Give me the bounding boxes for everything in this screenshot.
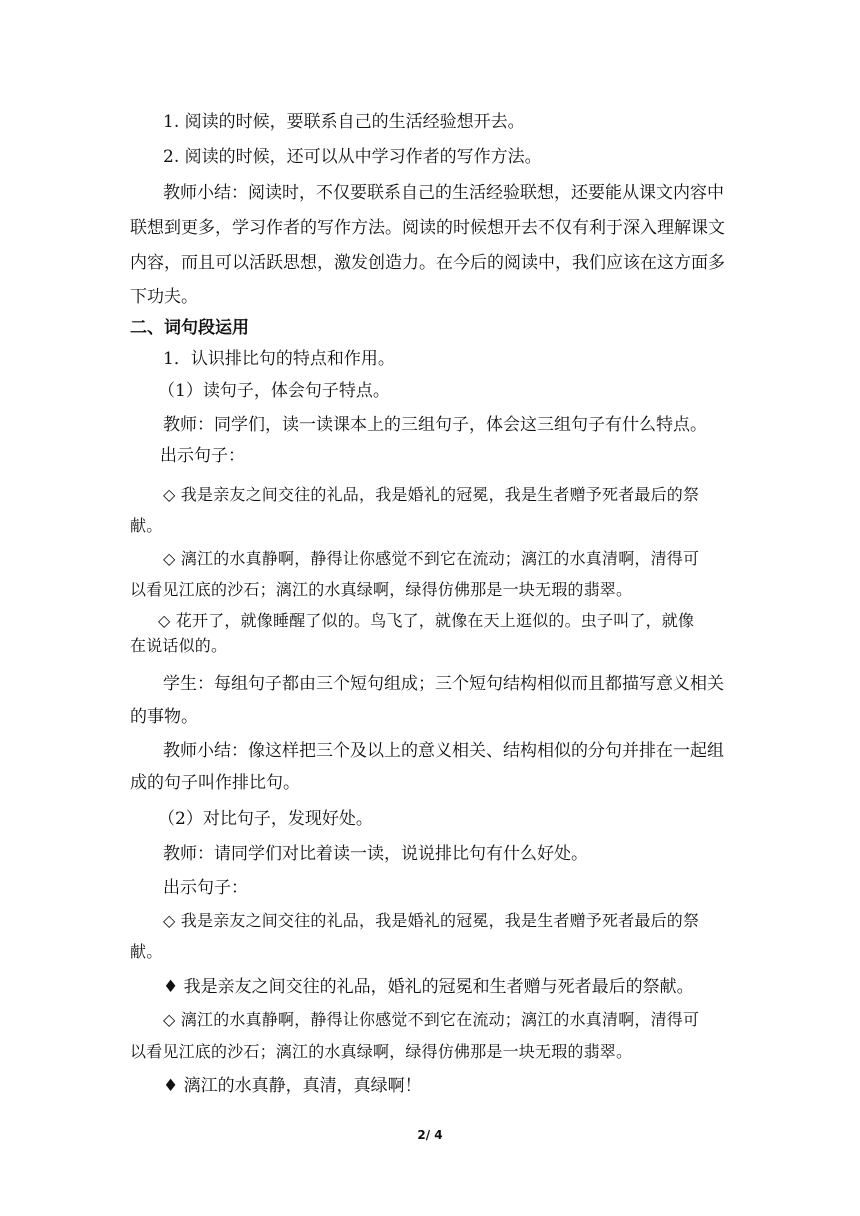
text-line: ♦ 我是亲友之间交往的礼品，婚礼的冠冕和生者赠与死者最后的祭献。 [163, 977, 694, 997]
text-line: 出示句子： [163, 878, 248, 898]
page-number: 2/ 4 [417, 1128, 443, 1142]
example-sentence: 献。 [130, 516, 163, 535]
text-line: 成的句子叫作排比句。 [130, 773, 300, 793]
text-line: 的事物。 [130, 707, 198, 727]
text-line: 1．认识排比句的特点和作用。 [163, 349, 395, 369]
text-line: ♦ 漓江的水真静，真清，真绿啊！ [163, 1076, 422, 1096]
example-sentence: 献。 [130, 942, 163, 961]
example-sentence: ◇ 我是亲友之间交往的礼品，我是婚礼的冠冕，我是生者赠予死者最后的祭 [163, 485, 700, 504]
text-line: 出示句子： [160, 446, 245, 466]
text-line: （1）读句子，体会句子特点。 [158, 381, 390, 401]
example-sentence: ◇ 花开了，就像睡醒了似的。鸟飞了，就像在天上逛似的。虫子叫了，就像 [158, 611, 695, 630]
text-line: 联想到更多，学习作者的写作方法。阅读的时候想开去不仅有利于深入理解课文 [130, 218, 725, 238]
text-line: 教师：同学们，读一读课本上的三组句子，体会这三组句子有什么特点。 [163, 415, 707, 435]
text-line: 教师小结：像这样把三个及以上的意义相关、结构相似的分句并排在一起组 [163, 741, 724, 761]
text-line: 教师小结：阅读时，不仅要联系自己的生活经验联想，还要能从课文内容中 [163, 183, 724, 203]
text-line: 教师：请同学们对比着读一读，说说排比句有什么好处。 [163, 844, 588, 864]
text-line: 学生：每组句子都由三个短句组成；三个短句结构相似而且都描写意义相关 [163, 674, 724, 694]
example-sentence: ◇ 我是亲友之间交往的礼品，我是婚礼的冠冕，我是生者赠予死者最后的祭 [163, 911, 700, 930]
text-line: 内容，而且可以活跃思想，激发创造力。在今后的阅读中，我们应该在这方面多 [130, 253, 725, 273]
text-line: 1. 阅读的时候，要联系自己的生活经验想开去。 [163, 112, 525, 132]
text-line: 2. 阅读的时候，还可以从中学习作者的写作方法。 [163, 147, 542, 167]
text-line: （2）对比句子，发现好处。 [158, 809, 373, 829]
example-sentence: ◇ 漓江的水真静啊，静得让你感觉不到它在流动；漓江的水真清啊，清得可 [163, 549, 700, 568]
example-sentence: 以看见江底的沙石；漓江的水真绿啊，绿得仿佛那是一块无瑕的翡翠。 [130, 1042, 633, 1061]
example-sentence: ◇ 漓江的水真静啊，静得让你感觉不到它在流动；漓江的水真清啊，清得可 [163, 1010, 700, 1029]
example-sentence: 在说话似的。 [130, 636, 228, 655]
section-heading: 二、词句段运用 [130, 318, 249, 338]
example-sentence: 以看见江底的沙石；漓江的水真绿啊，绿得仿佛那是一块无瑕的翡翠。 [130, 580, 633, 599]
text-line: 下功夫。 [130, 287, 198, 307]
